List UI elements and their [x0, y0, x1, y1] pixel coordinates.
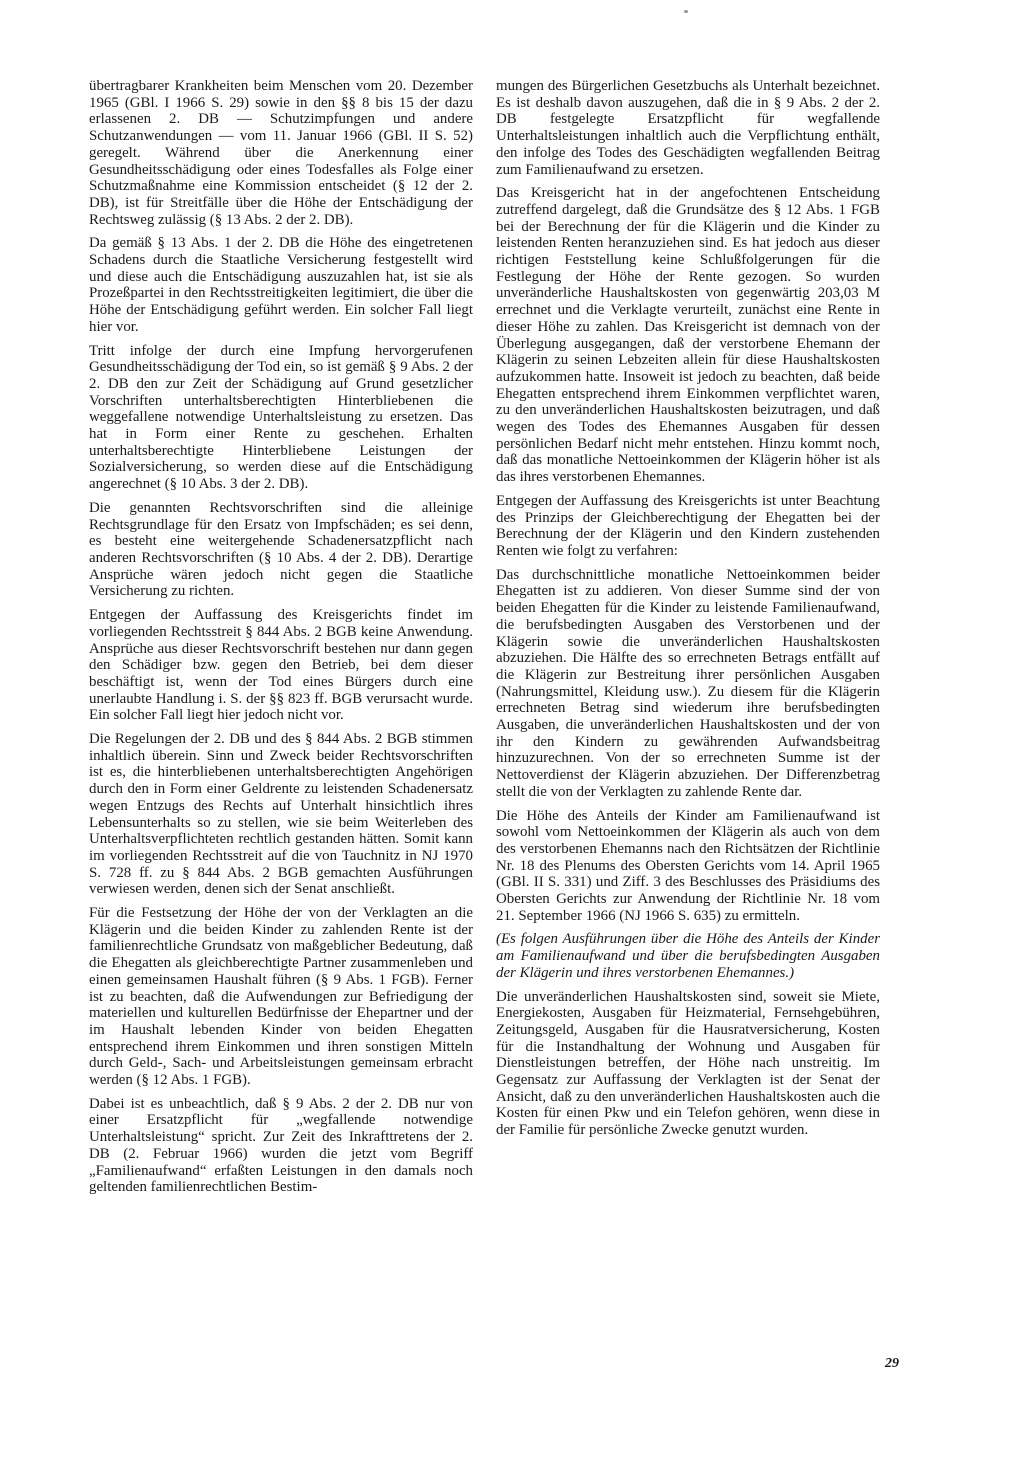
paragraph: Die unveränderlichen Haushaltskosten sind, soweit sie Miete, Energiekosten, Ausgaben für Heizmaterial, Fernsehgebühren, Zeitungsgeld, Ausgaben für die Hausratversicherung, Kosten für die Instandhaltung der Wohnung und Ausgaben für Dienstleistungen betreffen, der Höhe nach unstreitig. Im Gegensatz zur Auffassung der Verklagten ist der Senat der Ansicht, daß zu den unveränderlichen Haushaltskosten auch die Kosten für einen Pkw und ein Telefon gehören, wenn diese in der Familie für persönliche Zwecke genutzt wurden.: [496, 988, 880, 1139]
paragraph: Die Regelungen der 2. DB und des § 844 Abs. 2 BGB stimmen inhaltlich überein. Sinn und Zweck beider Rechtsvorschriften ist es, die hinterbliebenen unterhaltsberechtigten Angehörigen durch den in Form einer Geldrente zu leistenden Schadenersatz wegen Entzugs des Rechts auf Unterhalt hinsichtlich ihres Lebensunterhalts so zu stellen, wie sie beim Weiterleben des Unterhaltsverpflichteten rechtlich gestanden hätten. Somit kann im vorliegenden Rechtsstreit auf die von Tauchnitz in NJ 1970 S. 728 ff. zu § 844 Abs. 2 BGB gemachten Ausführungen verwiesen werden, denen sich der Senat anschließt.: [89, 731, 473, 898]
paragraph: Die genannten Rechtsvorschriften sind die alleinige Rechtsgrundlage für den Ersatz von Impfschäden; es sei denn, es besteht eine weitergehende Schadenersatzpflicht nach anderen Rechtsvorschriften (§ 10 Abs. 4 der 2. DB). Derartige Ansprüche wären jedoch nicht gegen die Staatliche Versicherung zu richten.: [89, 499, 473, 600]
paragraph: mungen des Bürgerlichen Gesetzbuchs als Unterhalt bezeichnet. Es ist deshalb davon auszugehen, daß die in § 9 Abs. 2 der 2. DB festgelegte Ersatzpflicht für wegfallende Unterhaltsleistungen inhaltlich auch die Verpflichtung enthält, den infolge des Todes des Geschädigten wegfallenden Beitrag zum Familienaufwand zu ersetzen.: [496, 78, 880, 178]
paragraph: Dabei ist es unbeachtlich, daß § 9 Abs. 2 der 2. DB nur von einer Ersatzpflicht für „wegfallende notwendige Unterhaltsleistung“ spricht. Zur Zeit des Inkrafttretens der 2. DB (2. Februar 1966) wurden die jetzt vom Begriff „Familienaufwand“ erfaßten Leistungen in den damals noch geltenden familienrechtlichen Bestim-: [89, 1095, 473, 1196]
paragraph: Die Höhe des Anteils der Kinder am Familienaufwand ist sowohl vom Nettoeinkommen der Klägerin als auch von dem des verstorbenen Ehemanns nach den Richtsätzen der Richtlinie Nr. 18 des Plenums des Obersten Gerichts vom 14. April 1965 (GBl. II S. 331) und Ziff. 3 des Beschlusses des Präsidiums des Obersten Gerichts zur Anwendung der Richtlinie Nr. 18 vom 21. September 1966 (NJ 1966 S. 635) zu ermitteln.: [496, 807, 880, 924]
paragraph: Tritt infolge der durch eine Impfung hervorgerufenen Gesundheitsschädigung der Tod ein, so ist gemäß § 9 Abs. 2 der 2. DB den zur Zeit der Schädigung auf Grund gesetzlicher Vorschriften unterhaltsberechtigten Hinterbliebenen die weggefallene notwendige Unterhaltsleistung zu ersetzen. Das hat in Form einer Rente zu geschehen. Erhalten unterhaltsberechtigte Hinterbliebene Leistungen der Sozialversicherung, so werden diese auf die Entschädigung angerechnet (§ 10 Abs. 3 der 2. DB).: [89, 342, 473, 493]
paragraph: Das durchschnittliche monatliche Nettoeinkommen beider Ehegatten ist zu addieren. Von dieser Summe sind der von beiden Ehegatten für die Kinder zu leistende Familienaufwand, die berufsbedingten Ausgaben des Verstorbenen und der Klägerin sowie die unveränderlichen Haushaltskosten abzuziehen. Die Hälfte des so errechneten Betrags entfällt auf die Klägerin zur Bestreitung ihrer persönlichen Ausgaben (Nahrungsmittel, Kleidung usw.). Zu diesem für die Klägerin errechneten Betrag sind wiederum ihre berufsbedingten Ausgaben, die unveränderlichen Haushaltskosten und der von ihr den Kindern zu gewährenden Aufwandsbeitrag hinzuzurechnen. Von der so errechneten Summe ist der Nettoverdienst der Klägerin abzuziehen. Der Differenzbetrag stellt die von der Verklagten zu zahlende Rente dar.: [496, 566, 880, 800]
paragraph: Das Kreisgericht hat in der angefochtenen Entscheidung zutreffend dargelegt, daß die Grundsätze des § 12 Abs. 1 FGB bei der Berechnung der für die Klägerin und die Kinder zu leistenden Renten heranzuziehen sind. Es hat jedoch aus dieser richtigen Feststellung keine Schlußfolgerungen für die Festlegung der Höhe der Rente gezogen. So wurden unveränderliche Haushaltskosten von gegenwärtig 203,03 M errechnet und die Verklagte verurteilt, zunächst eine Rente in dieser Höhe zu zahlen. Das Kreisgericht ist demnach von der Überlegung ausgegangen, daß der verstorbene Ehemann der Klägerin zu seinen Lebzeiten allein für diese Haushaltskosten aufzukommen hatte. Insoweit ist jedoch zu beachten, daß beide Ehegatten entsprechend ihrem Einkommen verpflichtet waren, zu den unveränderlichen Haushaltskosten beizutragen, und daß wegen des Todes des Ehemannes Ausgaben für dessen persönlichen Bedarf nicht mehr entstehen. Hinzu kommt noch, daß das monatliche Nettoeinkommen der Klägerin höher ist als das ihres verstorbenen Ehemannes.: [496, 185, 880, 486]
paragraph: Da gemäß § 13 Abs. 1 der 2. DB die Höhe des eingetretenen Schadens durch die Staatliche Versicherung festgestellt wird und diese auch die Entschädigung auszuzahlen hat, ist sie als Prozeßpartei in den Rechtsstreitigkeiten legitimiert, die über die Höhe der Entschädigung geführt werden. Ein solcher Fall liegt hier vor.: [89, 235, 473, 335]
paragraph: übertragbarer Krankheiten beim Menschen vom 20. Dezember 1965 (GBl. I 1966 S. 29) sowie in den §§ 8 bis 15 der dazu erlassenen 2. DB — Schutzimpfungen und andere Schutzanwendungen — vom 11. Januar 1966 (GBl. II S. 52) geregelt. Während über die Anerkennung einer Gesundheitsschädigung oder eines Todesfalles als Folge einer Schutzmaßnahme eine Kommission entscheidet (§ 12 der 2. DB), ist für Streitfälle über die Höhe der Entschädigung der Rechtsweg zulässig (§ 13 Abs. 2 der 2. DB).: [89, 78, 473, 228]
right-column: [496, 78, 880, 1146]
paragraph: Für die Festsetzung der Höhe der von der Verklagten an die Klägerin und die beiden Kinder zu zahlenden Rente ist der familienrechtliche Grundsatz von maßgeblicher Bedeutung, daß die Ehegatten als gleichberechtigte Partner zusammenleben und einen gemeinsamen Haushalt führen (§ 9 Abs. 1 FGB). Ferner ist zu beachten, daß die Aufwendungen zur Befriedigung der materiellen und kulturellen Bedürfnisse der Ehepartner und der im Haushalt lebenden Kinder von beiden Ehegatten entsprechend ihrem Einkommen und ihren sonstigen Mitteln durch Geld-, Sach- und Arbeitsleistungen gemeinsam erbracht werden (§ 12 Abs. 1 FGB).: [89, 905, 473, 1089]
editorial-note: (Es folgen Ausführungen über die Höhe des Anteils der Kinder am Familienaufwand und über die berufsbedingten Ausgaben der Klägerin und ihres verstorbenen Ehemannes.): [496, 931, 880, 981]
left-column: [89, 78, 473, 1203]
paragraph: Entgegen der Auffassung des Kreisgerichts findet im vorliegenden Rechtsstreit § 844 Abs. 2 BGB keine Anwendung. Ansprüche aus dieser Rechtsvorschrift bestehen nur dann gegen den Schädiger bzw. gegen den Betrieb, bei dem dieser beschäftigt ist, wenn der Tod eines Bürgers durch eine unerlaubte Handlung i. S. der §§ 823 ff. BGB verursacht wurde. Ein solcher Fall liegt hier jedoch nicht vor.: [89, 607, 473, 724]
paragraph: Entgegen der Auffassung des Kreisgerichts ist unter Beachtung des Prinzips der Gleichberechtigung der Ehegatten bei der Berechnung der der Klägerin und den Kindern zustehenden Renten wie folgt zu verfahren:: [496, 492, 880, 559]
scan-speck: [684, 10, 688, 13]
page-number: 29: [885, 1356, 899, 1371]
